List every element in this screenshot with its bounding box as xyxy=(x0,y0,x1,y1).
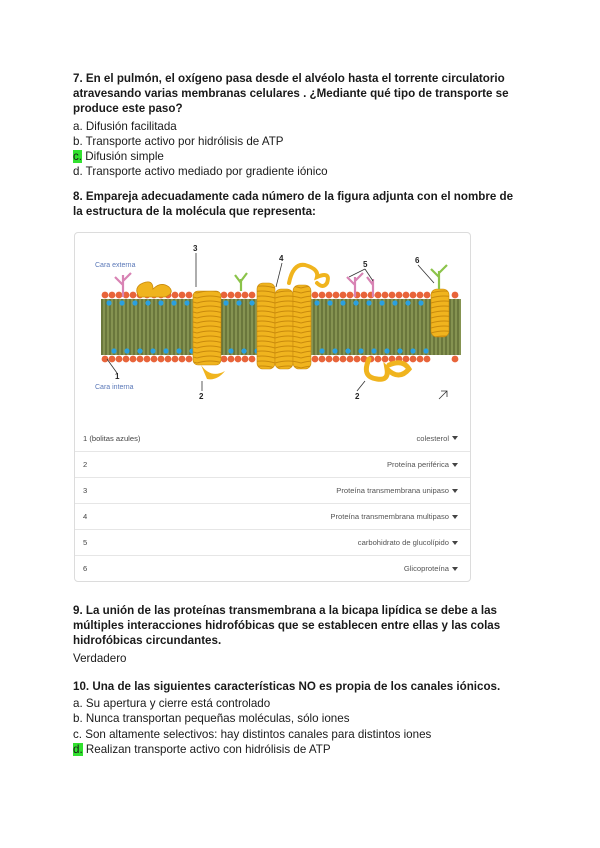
fig-number-5: 5 xyxy=(363,260,368,269)
phospholipid-head xyxy=(144,356,151,363)
phospholipid-head xyxy=(396,292,403,299)
q10-option-d[interactable] xyxy=(73,742,523,757)
phospholipid-head xyxy=(123,356,130,363)
matching-row-2 xyxy=(75,451,470,477)
q7-option-c[interactable] xyxy=(73,149,523,164)
phospholipid-head xyxy=(326,356,333,363)
phospholipid-head xyxy=(347,356,354,363)
multipass-loop xyxy=(289,265,328,286)
row-label-6: 6 xyxy=(83,564,88,573)
cholesterol-dot xyxy=(366,300,371,305)
row-label-1: 1 (bolitas azules) xyxy=(83,433,141,443)
phospholipid-head xyxy=(375,356,382,363)
q10-option-a-text: Su apertura y cierre está controlado xyxy=(82,697,271,711)
matching-row-3 xyxy=(75,477,470,503)
cholesterol-dot xyxy=(223,300,228,305)
cholesterol-dot xyxy=(384,348,389,353)
glycoprotein xyxy=(431,289,449,337)
q10-option-c-letter: c. xyxy=(73,727,83,741)
phospholipid-head xyxy=(221,356,228,363)
q7-option-b-letter: b. xyxy=(73,134,83,148)
outer-face-label: Cara externa xyxy=(95,262,136,269)
phospholipid-head xyxy=(130,356,137,363)
phospholipid-head xyxy=(410,356,417,363)
row-select-2-value: Proteína periférica xyxy=(386,460,449,469)
matching-row-4 xyxy=(75,503,470,529)
phospholipid-head xyxy=(102,292,109,299)
phospholipid-head xyxy=(361,292,368,299)
phospholipid-head xyxy=(326,292,333,299)
multipass-helix-3 xyxy=(293,285,311,369)
phospholipid-head xyxy=(319,292,326,299)
chevron-down-icon xyxy=(452,489,458,493)
question-10 xyxy=(73,679,523,757)
cholesterol-dot xyxy=(405,300,410,305)
q10-option-d-letter-selected: d. xyxy=(73,742,83,756)
cholesterol-dot xyxy=(236,300,241,305)
phospholipid-head xyxy=(137,356,144,363)
phospholipid-head xyxy=(249,292,256,299)
cholesterol-dot xyxy=(137,348,142,353)
phospholipid-head xyxy=(382,292,389,299)
matching-row-5 xyxy=(75,529,470,555)
cholesterol-dot xyxy=(314,300,319,305)
cholesterol-dot xyxy=(353,300,358,305)
phospholipid-head xyxy=(333,356,340,363)
phospholipid-head xyxy=(186,356,193,363)
row-select-6-value: Glicoproteína xyxy=(403,564,449,573)
phospholipid-head xyxy=(165,356,172,363)
q7-option-b-text: Transporte activo por hidrólisis de ATP xyxy=(82,134,284,148)
q10-option-b-text: Nunca transportan pequeñas moléculas, sólo iones xyxy=(82,712,350,726)
phospholipid-head xyxy=(158,356,165,363)
phospholipid-head xyxy=(228,292,235,299)
q7-option-d-text: Transporte activo mediado por gradiente iónico xyxy=(82,165,328,179)
row-label-5: 5 xyxy=(83,538,88,547)
phospholipid-head xyxy=(109,292,116,299)
cholesterol-dot xyxy=(397,348,402,353)
phospholipid-head xyxy=(186,292,193,299)
phospholipid-head xyxy=(109,356,116,363)
single-pass-protein xyxy=(193,291,221,365)
question-10-stem: 10. Una de las siguientes características NO es propia de los canales iónicos. xyxy=(73,680,501,693)
phospholipid-head xyxy=(319,356,326,363)
phospholipid-head xyxy=(235,356,242,363)
multipass-helix-2 xyxy=(275,289,293,369)
q7-option-c-letter-selected: c. xyxy=(73,150,83,164)
cholesterol-dot xyxy=(228,348,233,353)
phospholipid-head xyxy=(389,292,396,299)
cholesterol-dot xyxy=(423,348,428,353)
inner-face-label: Cara interna xyxy=(95,384,134,391)
fig-number-2-right: 2 xyxy=(355,392,360,401)
q7-option-a[interactable] xyxy=(73,119,523,134)
cholesterol-dot xyxy=(171,300,176,305)
fig-number-2-left: 2 xyxy=(199,392,204,401)
phospholipid-head xyxy=(221,292,228,299)
membrane-figure xyxy=(93,239,461,411)
peripheral-protein-bottom xyxy=(366,359,409,379)
cholesterol-dot xyxy=(371,348,376,353)
q7-option-d[interactable] xyxy=(73,164,523,179)
cholesterol-dot xyxy=(184,300,189,305)
row-select-1-value: colesterol xyxy=(416,433,449,443)
fig-number-4: 4 xyxy=(279,254,284,263)
multipass-helix-1 xyxy=(257,283,275,369)
phospholipid-head xyxy=(417,356,424,363)
cholesterol-dot xyxy=(163,348,168,353)
phospholipid-head xyxy=(452,356,459,363)
row-select-5-value: carbohidrato de glucolípido xyxy=(357,538,449,547)
question-8 xyxy=(73,189,523,221)
phospholipid-head xyxy=(375,292,382,299)
cholesterol-dot xyxy=(158,300,163,305)
phospholipid-head xyxy=(228,356,235,363)
question-9-stem: 9. La unión de las proteínas transmembrana a la bicapa lipídica se debe a las múltiples interacciones hidrofóbicas que se establecen entre ellas y las colas hidrofóbicas circundantes. xyxy=(73,604,501,648)
phospholipid-head xyxy=(354,356,361,363)
row-select-2[interactable] xyxy=(387,460,458,469)
chevron-down-icon xyxy=(452,463,458,467)
phospholipid-head xyxy=(151,356,158,363)
row-select-4[interactable] xyxy=(330,512,458,521)
question-7 xyxy=(73,71,523,179)
phospholipid-head xyxy=(312,356,319,363)
row-label-4: 4 xyxy=(83,512,88,521)
cholesterol-dot xyxy=(241,348,246,353)
row-label-3: 3 xyxy=(83,486,88,495)
q7-option-d-letter: d. xyxy=(73,165,83,179)
cholesterol-dot xyxy=(124,348,129,353)
q10-option-b[interactable] xyxy=(73,711,523,726)
cholesterol-dot xyxy=(106,300,111,305)
chevron-down-icon xyxy=(452,567,458,571)
phospholipid-head xyxy=(172,356,179,363)
cholesterol-dot xyxy=(249,300,254,305)
row-label-2: 2 xyxy=(83,460,88,469)
q10-option-b-letter: b. xyxy=(73,712,83,726)
chevron-down-icon xyxy=(452,436,458,440)
cholesterol-dot xyxy=(332,348,337,353)
cholesterol-dot xyxy=(418,300,423,305)
phospholipid-head xyxy=(340,356,347,363)
phospholipid-head xyxy=(333,292,340,299)
question-7-stem: 7. En el pulmón, el oxígeno pasa desde el alvéolo hasta el torrente circulatorio atravesando varias membranas celulares . ¿Mediante qué tipo de transporte se produce este paso? xyxy=(73,72,509,116)
phospholipid-head xyxy=(242,292,249,299)
phospholipid-head xyxy=(382,356,389,363)
cholesterol-dot xyxy=(410,348,415,353)
phospholipid-head xyxy=(452,292,459,299)
phospholipid-head xyxy=(340,292,347,299)
cholesterol-dot xyxy=(327,300,332,305)
phospholipid-head xyxy=(116,356,123,363)
phospholipid-head xyxy=(179,356,186,363)
phospholipid-head xyxy=(417,292,424,299)
q7-option-c-text: Difusión simple xyxy=(82,150,164,164)
phospholipid-head xyxy=(116,292,123,299)
matching-question-card xyxy=(74,232,471,582)
peripheral-protein-top xyxy=(137,282,172,297)
cholesterol-dot xyxy=(145,300,150,305)
phospholipid-head xyxy=(242,356,249,363)
cholesterol-dot xyxy=(392,300,397,305)
phospholipid-head xyxy=(312,292,319,299)
phospholipid-head xyxy=(179,292,186,299)
row-select-3[interactable] xyxy=(336,486,458,495)
q10-option-c[interactable] xyxy=(73,727,523,742)
cholesterol-dot xyxy=(379,300,384,305)
chevron-down-icon xyxy=(452,541,458,545)
phospholipid-head xyxy=(403,292,410,299)
q10-option-a[interactable] xyxy=(73,696,523,711)
phospholipid-head xyxy=(424,292,431,299)
cholesterol-dot xyxy=(119,300,124,305)
fig-number-3: 3 xyxy=(193,244,198,253)
cholesterol-dot xyxy=(150,348,155,353)
cholesterol-dot xyxy=(111,348,116,353)
row-select-1[interactable] xyxy=(417,434,459,443)
matching-row-1 xyxy=(75,425,470,451)
row-select-5[interactable] xyxy=(358,538,458,547)
chevron-down-icon xyxy=(452,515,458,519)
fig-number-6: 6 xyxy=(415,256,420,265)
row-select-3-value: Proteína transmembrana unipaso xyxy=(336,486,449,495)
phospholipid-head xyxy=(424,356,431,363)
single-pass-tail xyxy=(201,365,225,379)
phospholipid-head xyxy=(347,292,354,299)
fig-number-1: 1 xyxy=(115,372,120,381)
question-9-answer: Verdadero xyxy=(73,651,127,665)
q7-option-b[interactable] xyxy=(73,134,523,149)
row-select-6[interactable] xyxy=(404,564,458,573)
question-8-stem: 8. Empareja adecuadamente cada número de la figura adjunta con el nombre de la estructura de la molécula que representa: xyxy=(73,190,514,219)
question-9 xyxy=(73,603,523,666)
phospholipid-head xyxy=(235,292,242,299)
q10-option-c-text: Son altamente selectivos: hay distintos canales para distintos iones xyxy=(82,727,432,741)
cholesterol-dot xyxy=(176,348,181,353)
q10-option-a-letter: a. xyxy=(73,697,83,711)
q7-option-a-text: Difusión facilitada xyxy=(82,119,177,133)
cholesterol-dot xyxy=(345,348,350,353)
cholesterol-dot xyxy=(340,300,345,305)
phospholipid-head xyxy=(249,356,256,363)
cholesterol-dot xyxy=(358,348,363,353)
matching-row-6 xyxy=(75,555,470,581)
q10-option-d-text: Realizan transporte activo con hidrólisis de ATP xyxy=(82,742,331,756)
cholesterol-dot xyxy=(132,300,137,305)
q7-option-a-letter: a. xyxy=(73,119,83,133)
cholesterol-dot xyxy=(319,348,324,353)
phospholipid-head xyxy=(130,292,137,299)
phospholipid-head xyxy=(410,292,417,299)
phospholipid-head xyxy=(172,292,179,299)
row-select-4-value: Proteína transmembrana multipaso xyxy=(330,512,449,521)
